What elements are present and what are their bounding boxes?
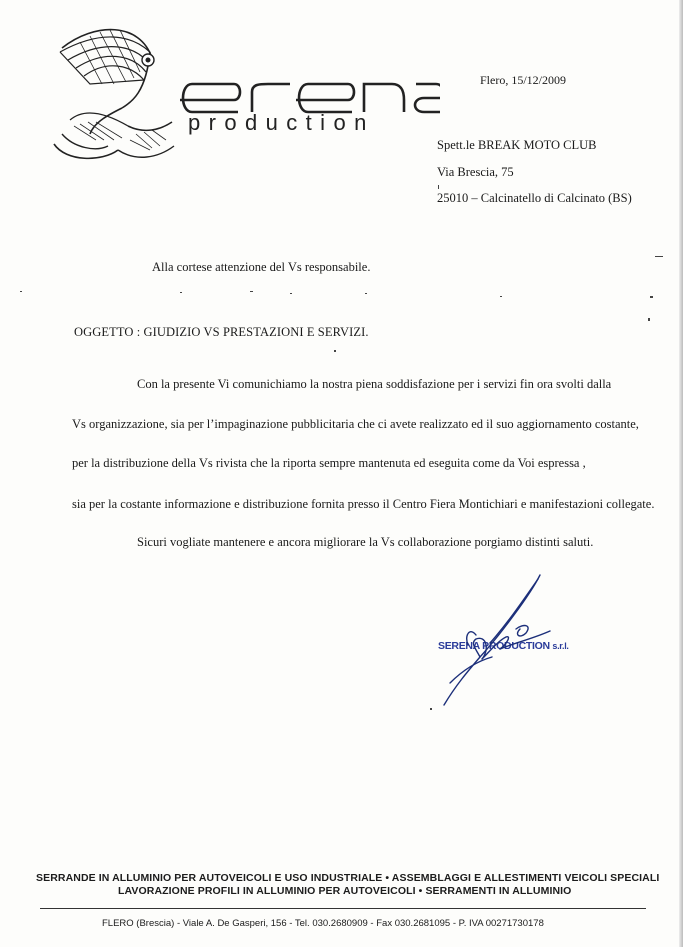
company-stamp-suffix: s.r.l. — [552, 641, 569, 651]
closing-line: Sicuri vogliate mantenere e ancora migliorare la Vs collaborazione porgiamo distinti saluti. — [137, 535, 594, 549]
scan-speck — [648, 318, 650, 321]
scan-speck — [438, 185, 439, 189]
scan-speck — [180, 292, 182, 293]
body-line: sia per la costante informazione e distribuzione fornita presso il Centro Fiera Montichiari e manifestazioni collegate. — [72, 497, 655, 511]
body-line: per la distribuzione della Vs rivista che la riporta sempre mantenuta ed eseguita come da Voi espressa , — [72, 456, 586, 470]
scan-speck — [365, 293, 367, 294]
scan-speck — [20, 291, 22, 292]
logo-subtitle: production — [188, 110, 375, 135]
scan-speck — [650, 296, 653, 298]
scan-page-edge — [679, 0, 683, 947]
letter-date: Flero, 15/12/2009 — [480, 73, 566, 87]
scan-speck — [430, 708, 432, 710]
scan-speck — [250, 291, 253, 292]
serena-production-logo — [40, 22, 440, 182]
footer-services-line-1: SERRANDE IN ALLUMINIO PER AUTOVEICOLI E USO INDUSTRIALE • ASSEMBLAGGI E ALLESTIMENTI VEICOLI SPECIALI — [36, 872, 660, 884]
body-line: Vs organizzazione, sia per l’impaginazione pubblicitaria che ci avete realizzato ed il suo aggiornamento costante, — [72, 417, 639, 431]
logo-wordmark — [180, 84, 440, 112]
scan-speck — [290, 293, 292, 294]
body-line: Con la presente Vi comunichiamo la nostra piena soddisfazione per i servizi fin ora svolti dalla — [137, 377, 612, 391]
attention-line: Alla cortese attenzione del Vs responsabile. — [152, 260, 371, 274]
letter-subject: OGGETTO : GIUDIZIO VS PRESTAZIONI E SERVIZI. — [74, 325, 369, 339]
scan-speck — [655, 256, 663, 257]
recipient-name: Spett.le BREAK MOTO CLUB — [437, 138, 597, 152]
footer-divider — [40, 908, 646, 909]
shutter-roll-graphic — [54, 30, 174, 159]
scan-speck — [500, 296, 502, 297]
recipient-city: 25010 – Calcinatello di Calcinato (BS) — [437, 191, 632, 205]
recipient-street: Via Brescia, 75 — [437, 165, 514, 179]
handwritten-signature — [420, 565, 580, 715]
footer-contact: FLERO (Brescia) - Viale A. De Gasperi, 156 - Tel. 030.2680909 - Fax 030.2681095 - P. IVA 00271730178 — [102, 918, 544, 929]
company-stamp-name: SERENA PRODUCTION — [438, 640, 550, 652]
scan-speck — [334, 350, 336, 352]
footer-services-line-2: LAVORAZIONE PROFILI IN ALLUMINIO PER AUTOVEICOLI • SERRAMENTI IN ALLUMINIO — [118, 885, 572, 897]
